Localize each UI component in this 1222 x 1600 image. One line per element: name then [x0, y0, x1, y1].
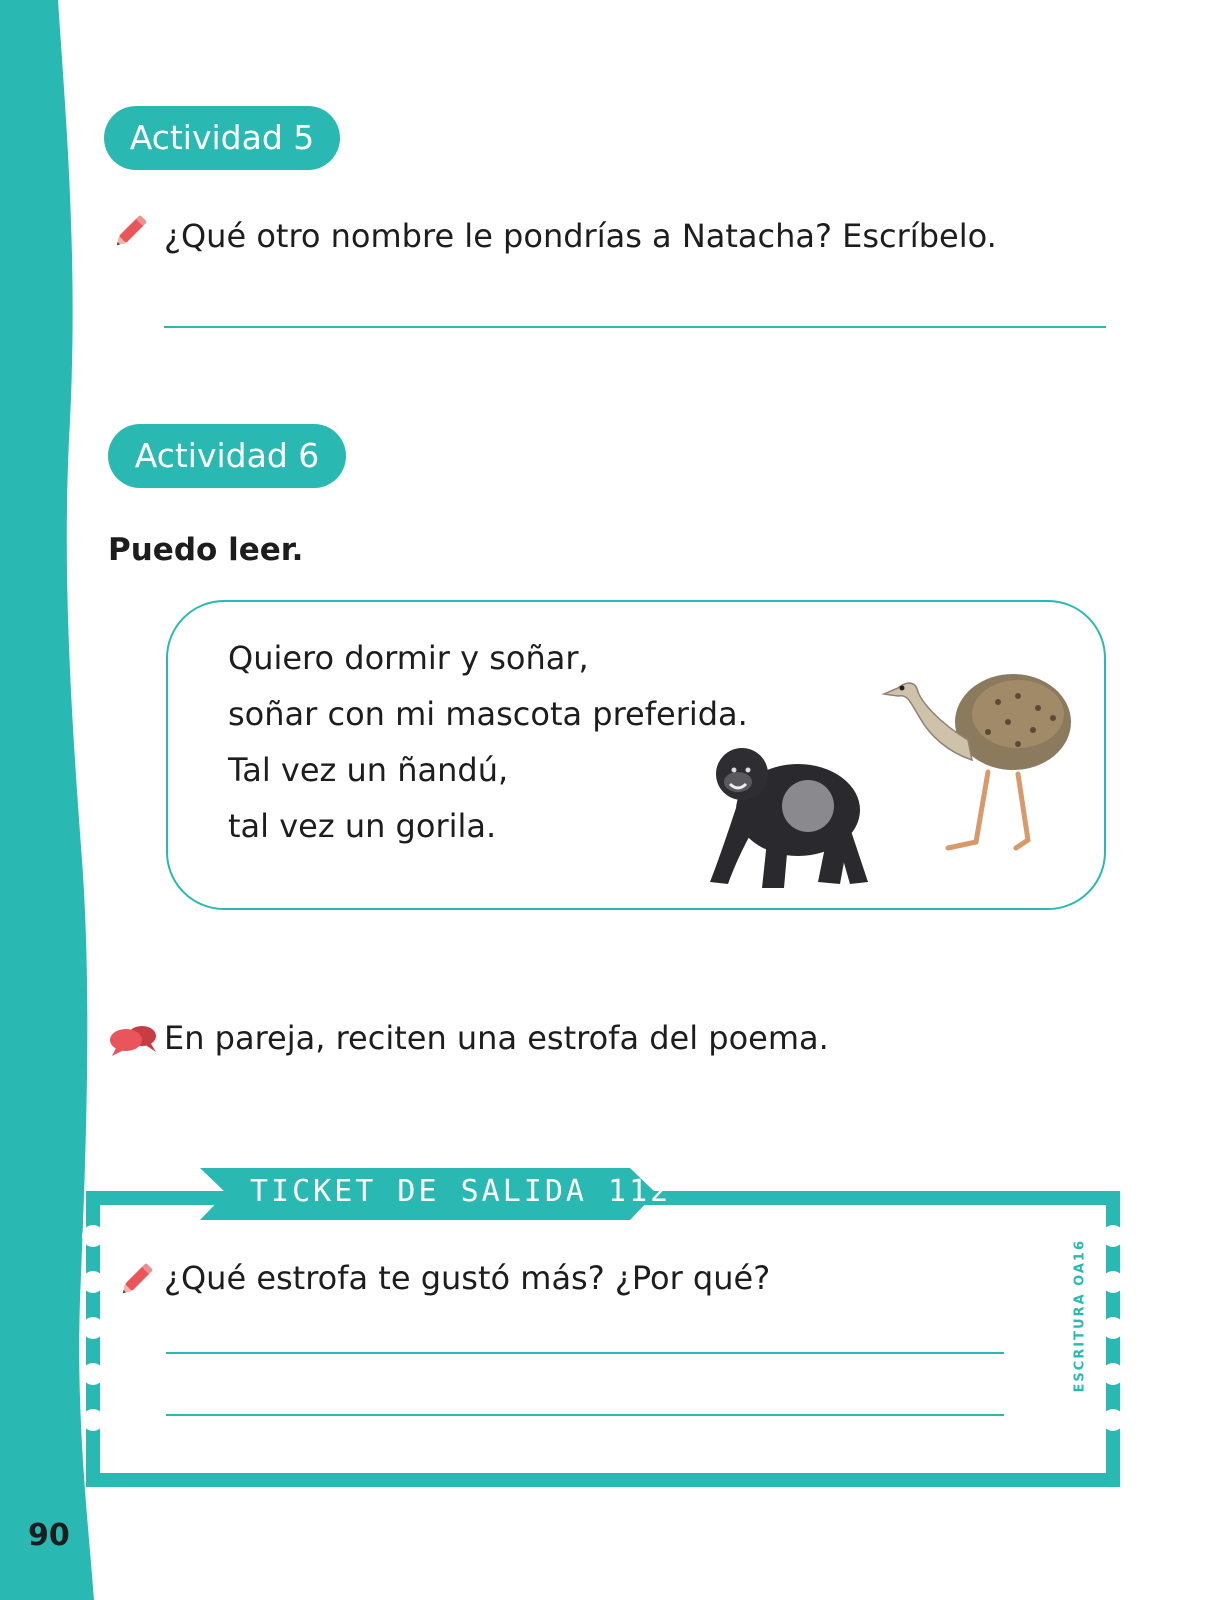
pencil-icon [118, 1256, 160, 1298]
activity-6-badge: Actividad 6 [108, 424, 346, 488]
answer-line[interactable] [166, 1414, 1004, 1416]
poem-line: Tal vez un ñandú, [228, 751, 509, 789]
pair-prompt: En pareja, reciten una estrofa del poema. [164, 1019, 829, 1057]
answer-line[interactable] [166, 1352, 1004, 1354]
reading-heading: Puedo leer. [108, 532, 304, 568]
ticket-prompt: ¿Qué estrofa te gustó más? ¿Por qué? [164, 1259, 771, 1297]
poem-line: Quiero dormir y soñar, [228, 639, 589, 677]
curriculum-label: ESCRITURA OA16 [1072, 1238, 1088, 1393]
activity-5-prompt: ¿Qué otro nombre le pondrías a Natacha? Escríbelo. [164, 217, 997, 255]
poem-line: tal vez un gorila. [228, 807, 497, 845]
poem-line: soñar con mi mascota preferida. [228, 695, 748, 733]
ticket-title: TICKET DE SALIDA 112 [250, 1174, 672, 1209]
activity-5-badge: Actividad 5 [104, 106, 340, 170]
page-number: 90 [28, 1518, 70, 1553]
